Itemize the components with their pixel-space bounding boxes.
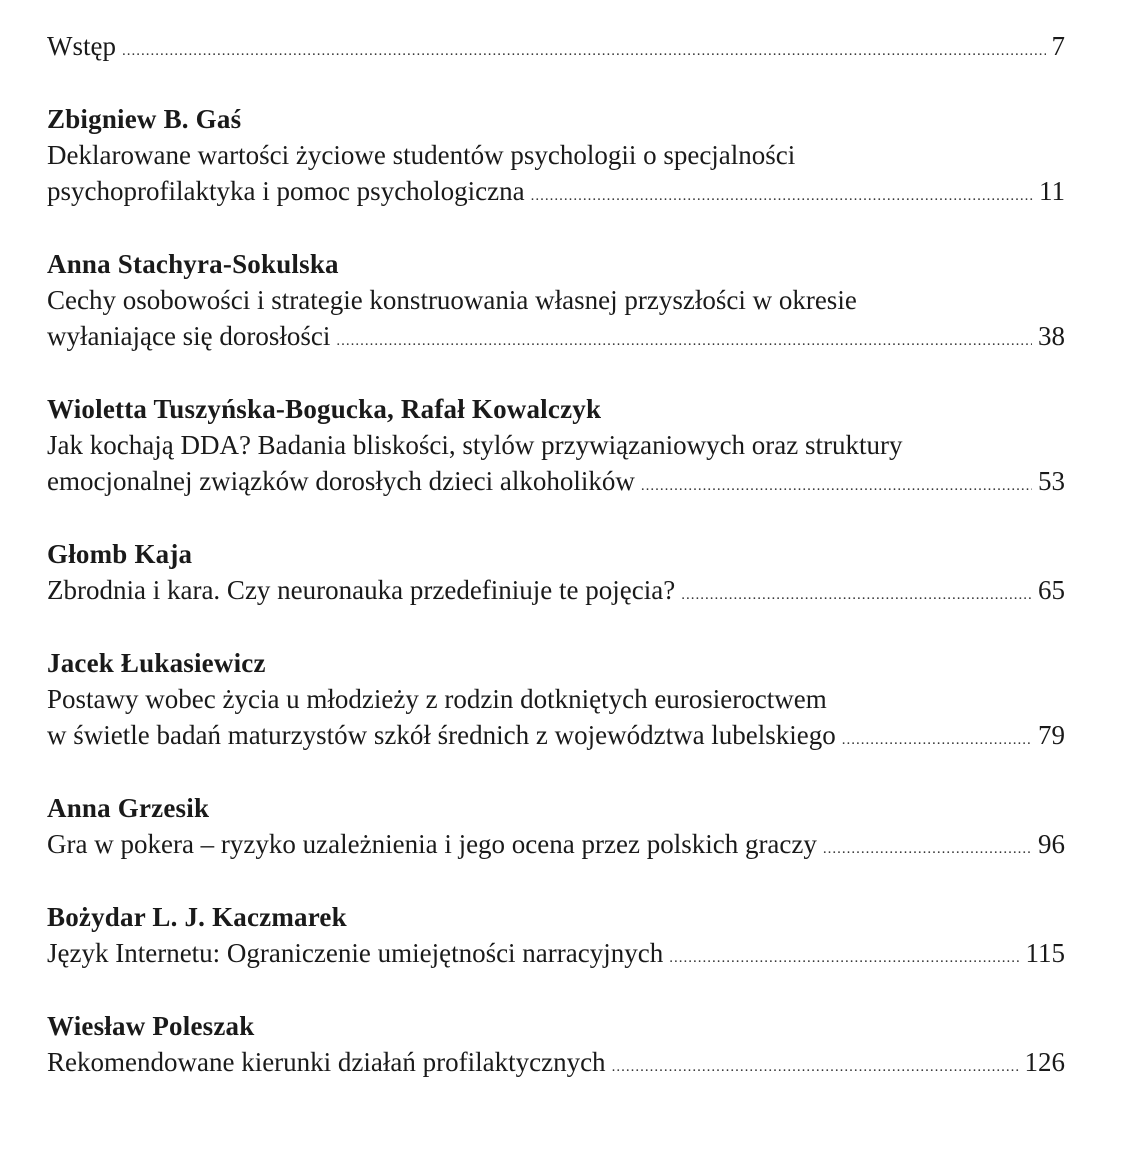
toc-entry-title-final-line	[47, 572, 1065, 608]
toc-intro-line[interactable]	[47, 28, 1065, 64]
toc-entry-title: Język Internetu: Ograniczenie umiejętności narracyjnych	[47, 938, 664, 968]
toc-entry-author: Głomb Kaja	[47, 539, 193, 569]
dot-leader	[842, 722, 1032, 758]
toc-entry-page-number: 96	[1038, 829, 1065, 859]
toc-entries	[47, 101, 1065, 1080]
toc-entry[interactable]	[47, 391, 1065, 499]
toc-entry[interactable]	[47, 645, 1065, 753]
toc-entry-page-number: 65	[1038, 575, 1065, 605]
table-of-contents	[47, 28, 1065, 1080]
toc-entry-author: Wiesław Poleszak	[47, 1011, 255, 1041]
toc-entry-title-line: Jak kochają DDA? Badania bliskości, stylów przywiązaniowych oraz struktury	[47, 430, 903, 460]
toc-entry[interactable]	[47, 790, 1065, 862]
toc-entry-title: wyłaniające się dorosłości	[47, 321, 331, 351]
toc-entry-title-line: Postawy wobec życia u młodzieży z rodzin dotkniętych eurosieroctwem	[47, 684, 827, 714]
toc-entry-author: Wioletta Tuszyńska-Bogucka, Rafał Kowalczyk	[47, 394, 602, 424]
toc-entry-title: w świetle badań maturzystów szkół średnich z województwa lubelskiego	[47, 720, 836, 750]
toc-intro-page: 7	[1051, 31, 1065, 61]
toc-entry-author: Bożydar L. J. Kaczmarek	[47, 902, 347, 932]
toc-entry-title-final-line	[47, 318, 1065, 354]
toc-entry-title-final-line	[47, 826, 1065, 862]
toc-entry-page-number: 53	[1038, 466, 1065, 496]
dot-leader	[531, 178, 1033, 214]
toc-entry-title-final-line	[47, 463, 1065, 499]
dot-leader	[336, 323, 1032, 359]
toc-intro-title: Wstęp	[47, 31, 116, 61]
toc-entry-author: Anna Stachyra-Sokulska	[47, 249, 339, 279]
toc-entry-page-number: 38	[1038, 321, 1065, 351]
dot-leader	[641, 468, 1032, 504]
toc-entry-title: Zbrodnia i kara. Czy neuronauka przedefiniuje te pojęcia?	[47, 575, 676, 605]
toc-entry-title-final-line	[47, 1044, 1065, 1080]
toc-entry-title-line: Deklarowane wartości życiowe studentów psychologii o specjalności	[47, 140, 796, 170]
toc-entry-title: emocjonalnej związków dorosłych dzieci alkoholików	[47, 466, 635, 496]
toc-entry-title-final-line	[47, 935, 1065, 971]
toc-entry-page-number: 79	[1038, 720, 1065, 750]
dot-leader	[612, 1049, 1019, 1085]
toc-entry-page-number: 11	[1039, 176, 1065, 206]
toc-entry-page-number: 126	[1024, 1047, 1065, 1077]
toc-entry[interactable]	[47, 1008, 1065, 1080]
dot-leader	[122, 33, 1046, 69]
toc-entry-title: Gra w pokera – ryzyko uzależnienia i jego ocena przez polskich graczy	[47, 829, 817, 859]
toc-entry-page-number: 115	[1025, 938, 1065, 968]
toc-entry[interactable]	[47, 246, 1065, 354]
toc-entry-title: Rekomendowane kierunki działań profilaktycznych	[47, 1047, 606, 1077]
toc-entry-author: Zbigniew B. Gaś	[47, 104, 242, 134]
toc-entry[interactable]	[47, 536, 1065, 608]
toc-entry-author: Anna Grzesik	[47, 793, 210, 823]
toc-entry-title-final-line	[47, 173, 1065, 209]
toc-entry-title-line: Cechy osobowości i strategie konstruowania własnej przyszłości w okresie	[47, 285, 857, 315]
toc-entry-title: psychoprofilaktyka i pomoc psychologiczna	[47, 176, 525, 206]
toc-entry[interactable]	[47, 101, 1065, 209]
toc-entry[interactable]	[47, 899, 1065, 971]
dot-leader	[681, 577, 1032, 613]
toc-entry-author: Jacek Łukasiewicz	[47, 648, 266, 678]
toc-entry-title-final-line	[47, 717, 1065, 753]
dot-leader	[823, 831, 1032, 867]
dot-leader	[669, 940, 1019, 976]
